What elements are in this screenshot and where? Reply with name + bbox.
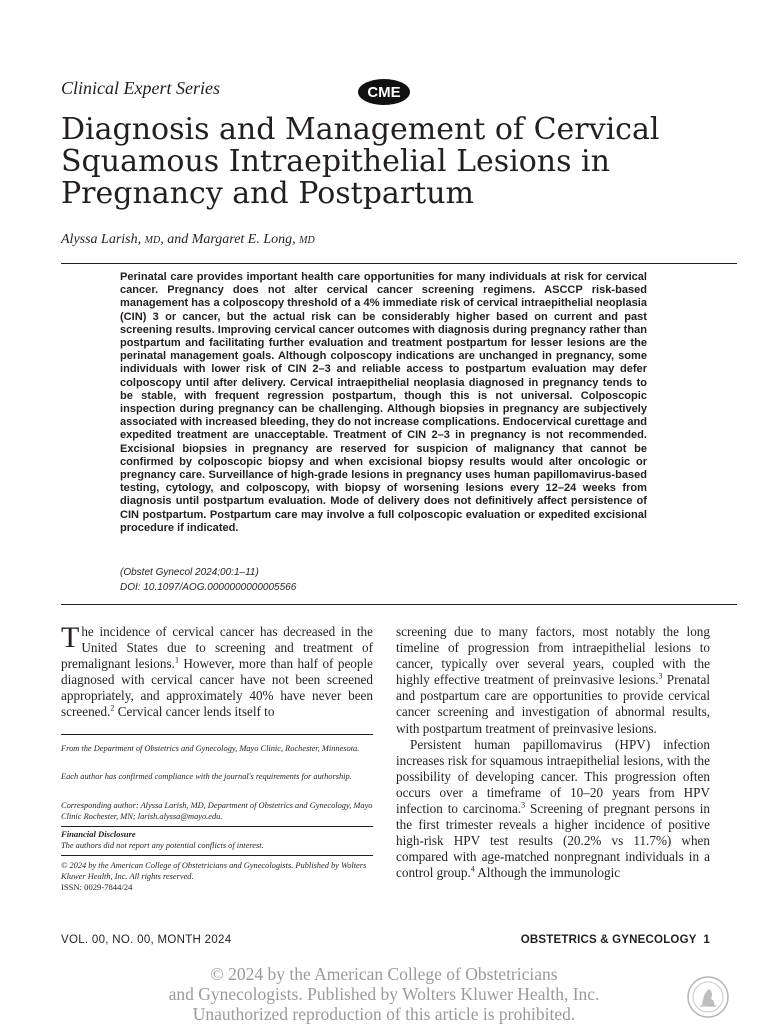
- body-text: Although the immunologic: [474, 865, 621, 881]
- disclosure-text: The authors did not report any potential conflicts of interest.: [61, 841, 264, 850]
- acog-seal-icon: [686, 975, 730, 1019]
- author-degree: MD: [299, 235, 315, 246]
- journal-name: OBSTETRICS & GYNECOLOGY: [520, 934, 697, 946]
- reference-link[interactable]: 1: [174, 655, 179, 665]
- disclosure-rule: [61, 826, 373, 827]
- reference-link[interactable]: 4: [470, 865, 475, 875]
- page-number: 1: [703, 934, 710, 946]
- header-rule: [61, 263, 737, 264]
- body-text: Screening of pregnant persons in the first trimester reveals a higher incidence of positive high-risk HPV test results (20.2% vs 11.7%) when compared with age-matched nonpregnant individuals in a control group.: [396, 801, 710, 881]
- doi: DOI: 10.1097/AOG.0000000000005566: [120, 582, 297, 593]
- body-text: screening due to many factors, most notably the long timeline of progression from intraepithelial lesions to cancer, typically over several years, coupled with the highly effective treatment of preinvasive lesions.: [396, 624, 710, 688]
- abstract-rule: [61, 604, 737, 605]
- body-text: he incidence of cervical cancer has decreased in the United States due to screening and treatment of premalignant lesions.: [61, 624, 373, 672]
- footer-volume: VOL. 00, NO. 00, MONTH 2024: [61, 934, 232, 946]
- reference-link[interactable]: 3: [658, 671, 663, 681]
- body-text: Persistent human papillomavirus (HPV) infection increases risk for squamous intraepithelial lesions, with the possibility of developing cancer. This progression often occurs over a timeframe of 10–20 years from HPV infection to carcinoma.: [396, 736, 710, 817]
- author-degree: MD: [144, 235, 161, 246]
- watermark-line: © 2024 by the American College of Obstetricians: [210, 964, 558, 984]
- watermark-line: Unauthorized reproduction of this article is prohibited.: [192, 1004, 576, 1024]
- watermark-line: and Gynecologists. Published by Wolters Kluwer Health, Inc.: [168, 984, 600, 1004]
- reference-link[interactable]: 3: [521, 800, 526, 810]
- author-line: [61, 232, 315, 248]
- author-name: Alyssa Larish,: [61, 232, 142, 247]
- abstract: Perinatal care provides important health care opportunities for many individuals at risk for cervical cancer. Pregnancy does not alter cervical cancer screening regimens. ASCCP risk-based management has a colposcopy threshold of a 4% immediate risk of cervical intraepithelial neoplasia (CIN) 3 or cancer, but the actual risk can be considerably higher based on current and past screening results. Improving cervical cancer outcomes with diagnosis during pregnancy rather than postpartum and facilitating further evaluation and treatment postpartum for lesser lesions are the perinatal management goals. Although colposcopy indications are unchanged in pregnancy, some individuals with lower risk of CIN 2–3 and reliable access to postpartum evaluation may defer colposcopy until after delivery. Cervical intraepithelial neoplasia diagnosed in pregnancy tends to be stable, with frequent regression postpartum, though this is not universal. Colposcopic inspection during pregnancy can be challenging. Although biopsies in pregnancy are subjectively associated with increased bleeding, they do not increase complications. Endocervical curettage and expedited treatment are unacceptable. Treatment of CIN 2–3 in pregnancy is not recommended. Excisional biopsies in pregnancy are reserved for suspicion of malignancy that cannot be confirmed by colposcopic biopsy and when excisional biopsy results would alter oncologic or pregnancy care. Surveillance of high-grade lesions in pregnancy uses human papillomavirus-based testing, cytology, and colposcopy, with biopsy of worsening lesions every 12–24 weeks from diagnosis until postpartum evaluation. Mode of delivery does not definitively affect persistence of CIN postpartum. Postpartum care may involve a full colposcopic evaluation or expedited excisional procedure if indicated.: [120, 271, 647, 534]
- journal-citation: (Obstet Gynecol 2024;00:1–11): [120, 567, 259, 578]
- body-text: Prenatal and postpartum care are opportunities to provide cervical cancer screening and investigation of abnormal results, with postpartum treatment of preinvasive lesions.: [396, 672, 710, 736]
- citation-block: [120, 565, 296, 595]
- footer-journal: [521, 934, 710, 946]
- body-paragraph: [396, 737, 710, 882]
- copyright-note: © 2024 by the American College of Obstetricians and Gynecologists. Published by Wolters Kluwer Health, Inc. All rights reserved.: [61, 861, 367, 881]
- author-name: , and Margaret E. Long,: [160, 232, 296, 247]
- reference-link[interactable]: 2: [110, 704, 115, 714]
- body-column-1: [61, 621, 373, 721]
- corresponding-note: Corresponding author: Alyssa Larish, MD, Department of Obstetrics and Gynecology, Mayo Clinic Rochester, MN; larish.alyssa@mayo.edu.: [61, 801, 373, 821]
- body-column-2: [396, 624, 710, 882]
- series-label: Clinical Expert Series: [61, 78, 220, 98]
- affiliation-note: From the Department of Obstetrics and Gynecology, Mayo Clinic, Rochester, Minnesota.: [61, 744, 360, 753]
- drop-cap: T: [61, 621, 80, 654]
- copyright-watermark: [0, 964, 768, 1024]
- body-paragraph: [396, 624, 710, 737]
- body-text: Cervical cancer lends itself to: [114, 704, 275, 720]
- article-title: Diagnosis and Management of Cervical Squamous Intraepithelial Lesions in Pregnancy and Postpartum: [61, 112, 660, 211]
- footnote-rule: [61, 734, 373, 735]
- cme-badge: CME: [358, 79, 410, 105]
- body-text: However, more than half of people diagnosed with cervical cancer have not been screened appropriately, and approximately 40% have never been screened.: [61, 656, 373, 720]
- copyright-rule: [61, 855, 373, 856]
- compliance-note: Each author has confirmed compliance with the journal's requirements for authorship.: [61, 772, 352, 781]
- issn: ISSN: 0029-7844/24: [61, 882, 133, 892]
- disclosure-heading: Financial Disclosure: [61, 829, 136, 839]
